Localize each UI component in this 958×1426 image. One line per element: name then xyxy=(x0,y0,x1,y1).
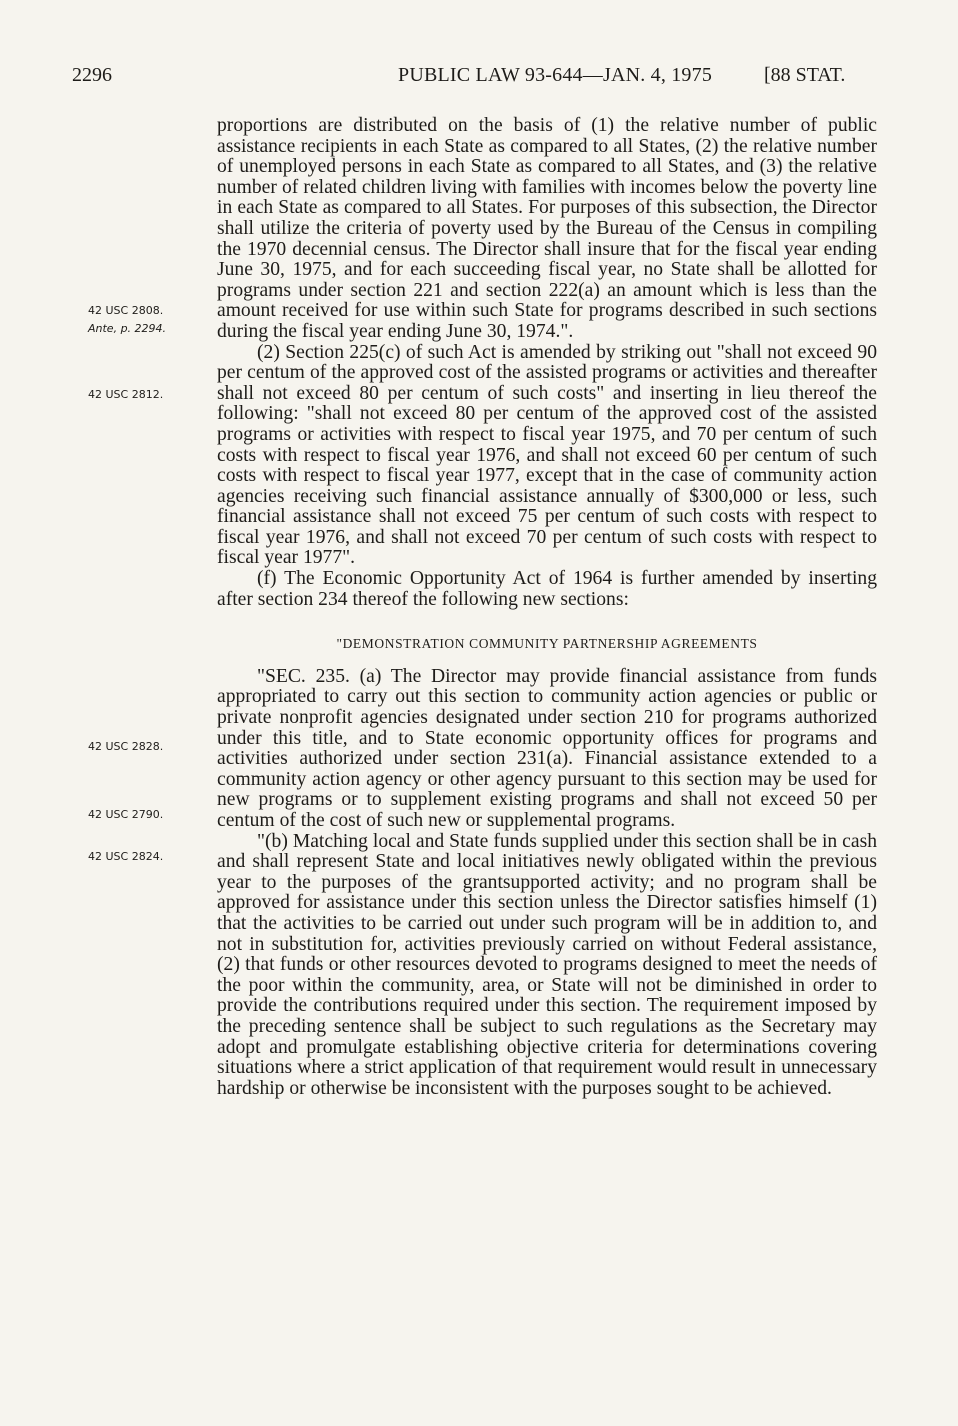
margin-note-usc-2790: 42 USC 2790. xyxy=(88,808,164,821)
paragraph-section-225c: (2) Section 225(c) of such Act is amended by striking out "shall not exceed 90 per centum of the approved cost of the assisted programs or activities and thereafter shall not exceed 80 per centum of such costs" and inserting in lieu thereof the following: "shall not exceed 80 per centum of the approved cost of the assisted programs or activities with respect to fiscal year 1975, and 70 per centum of such costs with respect to fiscal year 1976, and shall not exceed 60 per centum of such costs with respect to fiscal year 1977, except that in the case of community action agencies receiving such financial assistance annually of $300,000 or less, such financial assistance shall not exceed 75 per centum of such costs with respect to fiscal year 1976, and shall not exceed 70 per centum of such costs with respect to fiscal year 1977". xyxy=(217,341,877,569)
margin-note-usc-2808: 42 USC 2808. xyxy=(88,304,164,317)
paragraph-sec-235a: "SEC. 235. (a) The Director may provide financial assistance from funds appropriated to carry out this section to community action agencies or public or private nonprofit agencies designated under section 210 for programs authorized under this title, and to State economic opportunity offices for programs and activities authorized under section 231(a). Financial assistance extended to a community action agency or other agency pursuant to this section may be used for new programs or to supplement existing programs and shall not exceed 50 per centum of the cost of such new or supplemental programs. xyxy=(217,665,877,831)
body-text xyxy=(217,116,877,1099)
paragraph-subsection-f: (f) The Economic Opportunity Act of 1964 is further amended by inserting after section 234 thereof the following new sections: xyxy=(217,568,877,610)
margin-note-ante: Ante, p. 2294. xyxy=(88,322,167,335)
running-title: PUBLIC LAW 93-644—JAN. 4, 1975 xyxy=(398,64,713,86)
margin-notes xyxy=(0,0,210,1426)
margin-note-usc-2824: 42 USC 2824. xyxy=(88,850,164,863)
paragraph-sec-235b: "(b) Matching local and State funds supplied under this section shall be in cash and shall represent State and local initiatives newly obligated within the previous year to the purposes of the grantsupported activity; and no program shall be approved for assistance under this section unless the Director satisfies himself (1) that the activities to be carried out under such program will be in addition to, and not in substitution for, activities previously carried on without Federal assistance, (2) that funds or other resources devoted to programs designed to meet the needs of the poor within the community, area, or State will not be diminished in order to provide the contributions required under this section. The requirement imposed by the preceding sentence shall be subject to such regulations as the Secretary may adopt and promulgate establishing objective criteria for determinations covering situations where a strict application of that requirement would result in unnecessary hardship or otherwise be inconsistent with the purposes sought to be achieved. xyxy=(217,830,877,1099)
margin-note-usc-2828: 42 USC 2828. xyxy=(88,740,164,753)
page-number: 2296 xyxy=(72,64,112,86)
volume-reference: [88 STAT. xyxy=(764,64,846,86)
section-heading: "DEMONSTRATION COMMUNITY PARTNERSHIP AGREEMENTS xyxy=(336,636,758,652)
paragraph-continuation: proportions are distributed on the basis of (1) the relative number of public assistance recipients in each State as compared to all States, (2) the relative number of unemployed persons in each State as compared to all States, and (3) the relative number of related children living with families with incomes below the poverty line in each State as compared to all States. For purposes of this subsection, the Director shall utilize the criteria of poverty used by the Bureau of the Census in compiling the 1970 decennial census. The Director shall insure that for the fiscal year ending June 30, 1975, and for each succeeding fiscal year, no State shall be allotted for programs under section 221 and section 222(a) an amount which is less than the amount received for use within such State for programs described in such sections during the fiscal year ending June 30, 1974.". xyxy=(217,115,877,342)
margin-note-usc-2812: 42 USC 2812. xyxy=(88,388,164,401)
